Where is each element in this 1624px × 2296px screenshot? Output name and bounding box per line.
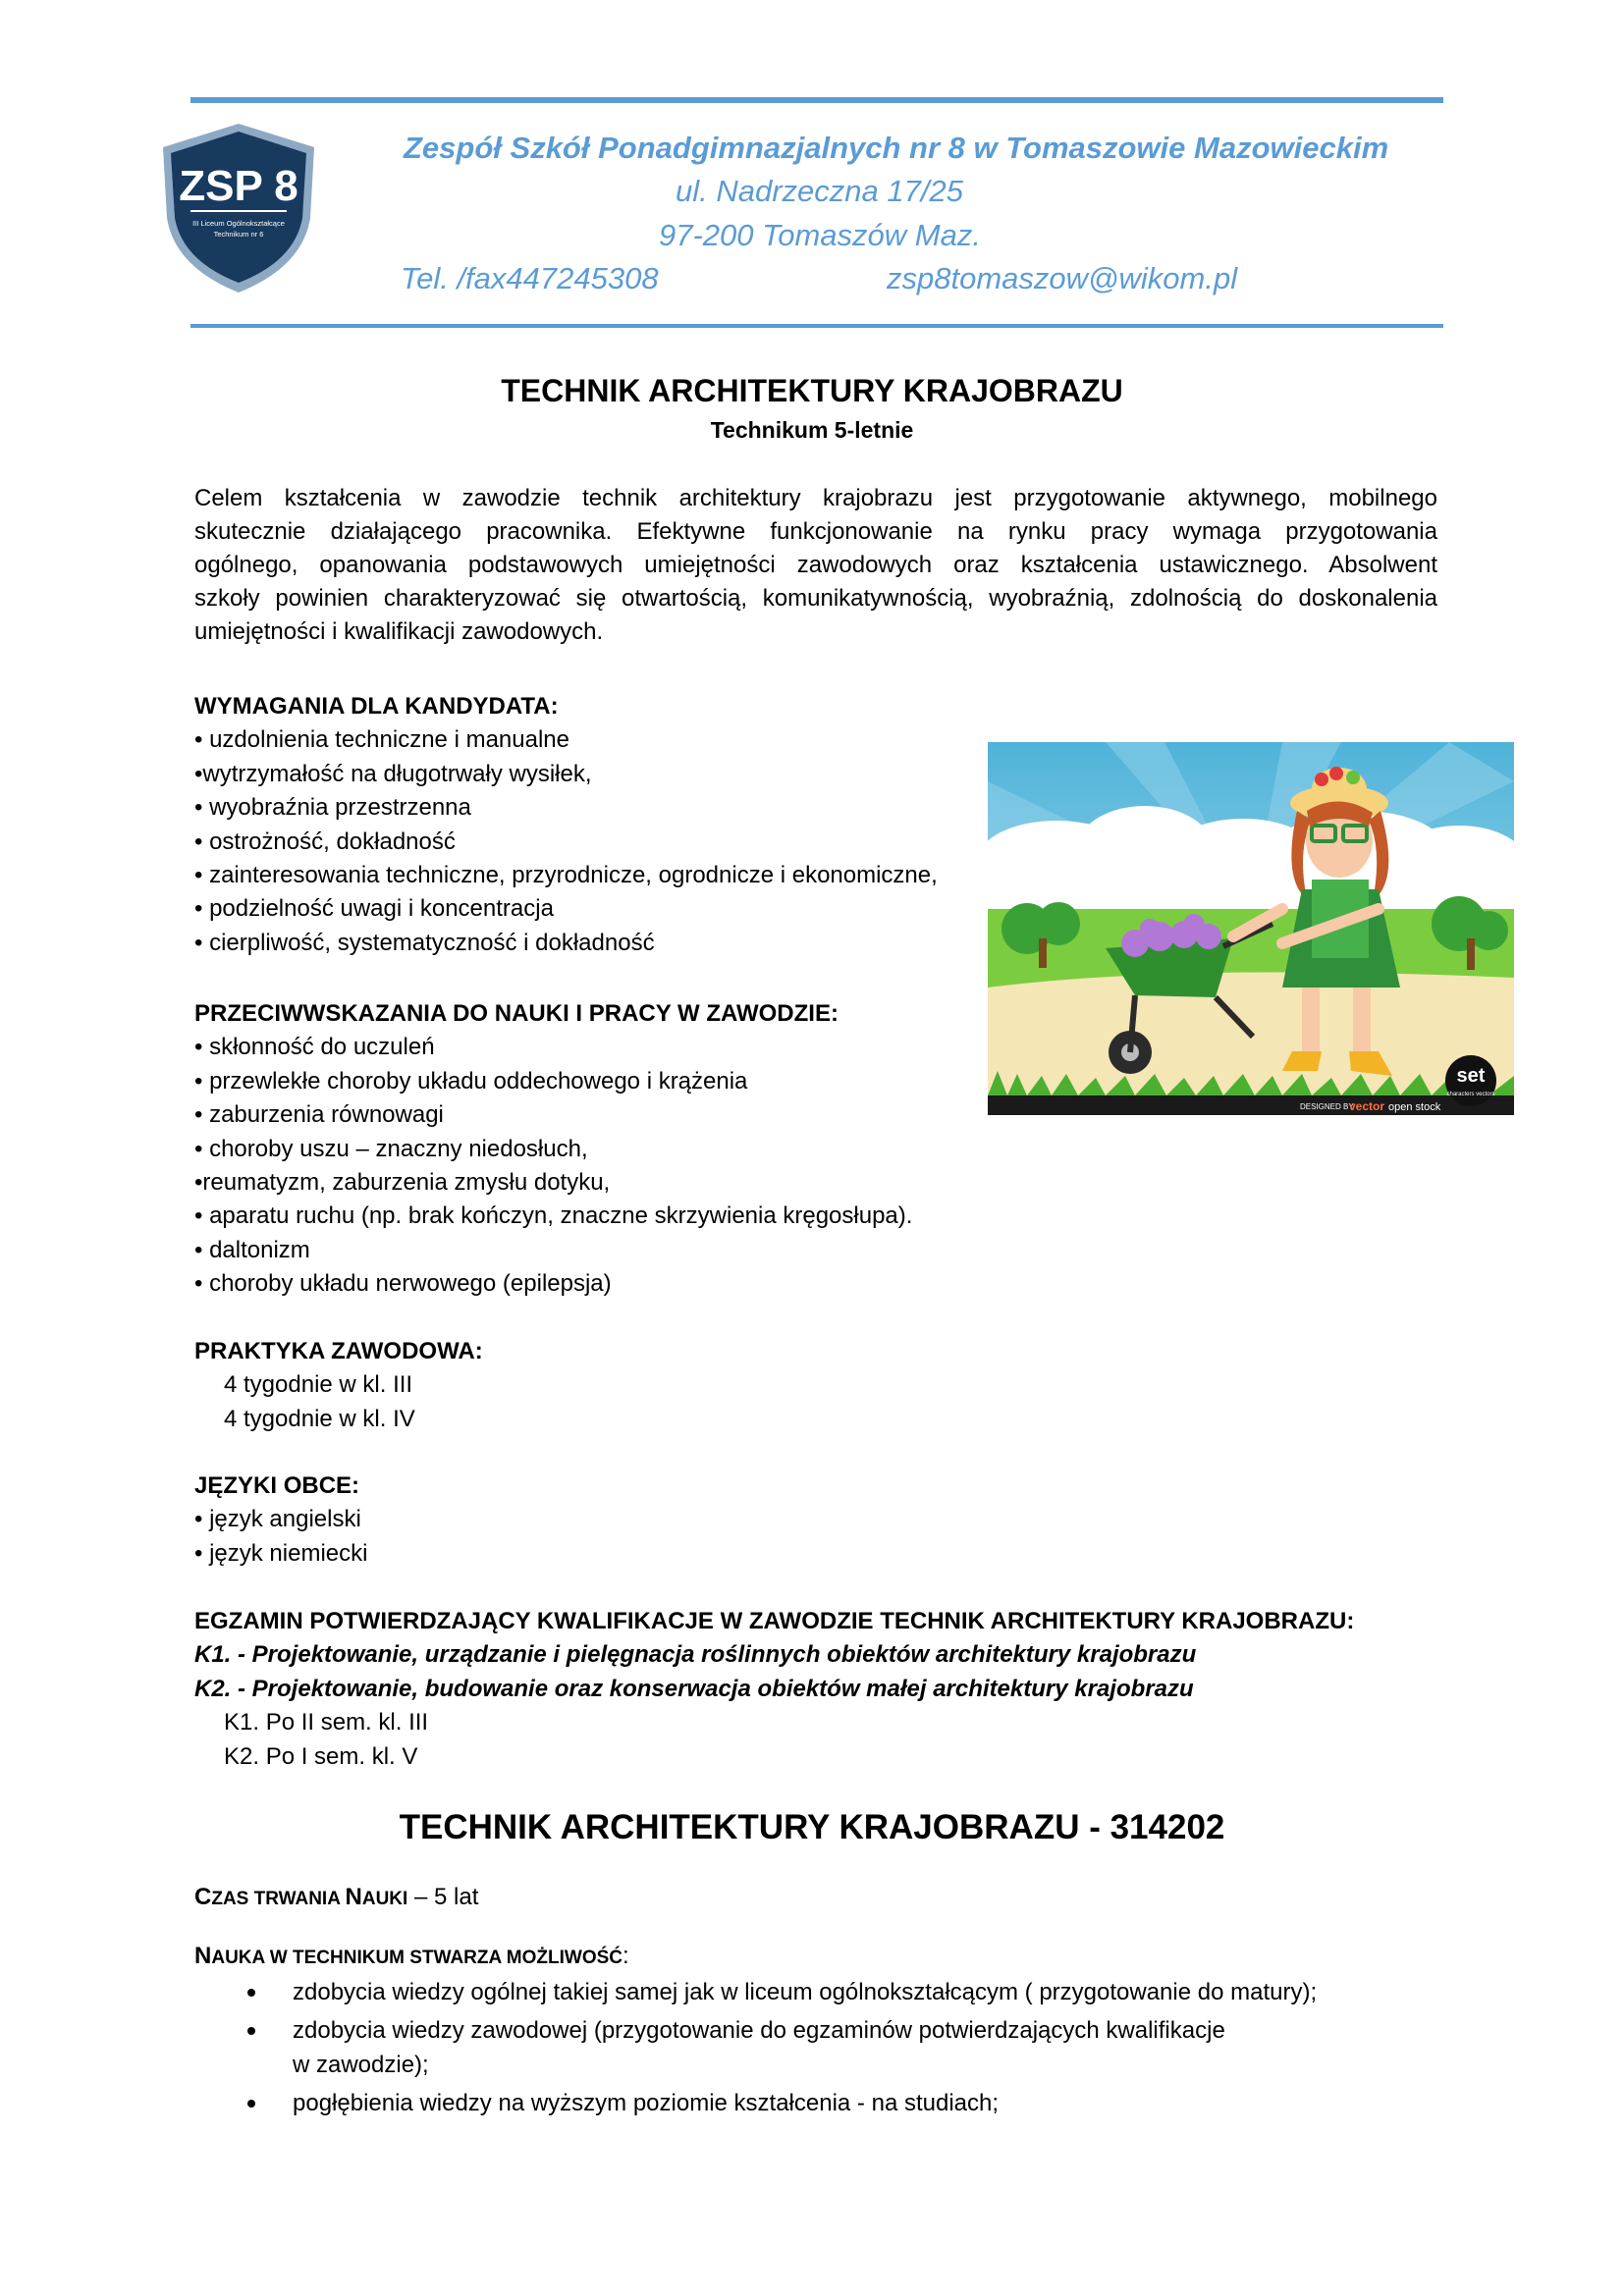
school-street: ul. Nadrzeczna 17/25	[676, 174, 963, 208]
list-item: • uzdolnienia techniczne i manualne	[194, 726, 569, 754]
contraindications-heading: PRZECIWWSKAZANIA DO NAUKI I PRACY W ZAWODZIE:	[194, 1000, 839, 1027]
list-item: zdobycia wiedzy zawodowej (przygotowanie do egzaminów potwierdzających kwalifikacje w zawodzie);	[247, 2013, 1317, 2082]
opportunities-heading: NAUKA W TECHNIKUM STWARZA MOŻLIWOŚĆ:	[194, 1943, 629, 1969]
svg-text:set: set	[1456, 1065, 1486, 1087]
svg-text:characters vectors: characters vectors	[1446, 1092, 1495, 1097]
list-item: •reumatyzm, zaburzenia zmysłu dotyku,	[194, 1168, 611, 1196]
list-item: • choroby uszu – znaczny niedosłuch,	[194, 1135, 588, 1162]
gardener-illustration	[988, 742, 1514, 1115]
school-phone: Tel. /fax447245308	[401, 261, 659, 295]
list-item: • aparatu ruchu (np. brak kończyn, znaczne skrzywienia kręgosłupa).	[194, 1202, 913, 1230]
list-item: • cierpliwość, systematyczność i dokładność	[194, 929, 655, 956]
exam-k2: K2. - Projektowanie, budowanie oraz konserwacja obiektów małej architektury krajobrazu	[194, 1675, 1194, 1702]
list-item: • daltonizm	[194, 1236, 310, 1263]
contraindications-section	[194, 997, 912, 1302]
svg-text:III Liceum Ogólnokształcące: III Liceum Ogólnokształcące	[192, 219, 285, 228]
list-item: • ostrożność, dokładność	[194, 828, 456, 855]
list-item: pogłębienia wiedzy na wyższym poziomie kształcenia - na studiach;	[247, 2086, 1317, 2120]
school-name: Zespół Szkół Ponadgimnazjalnych nr 8 w Tomaszowie Mazowieckim	[404, 131, 1389, 165]
svg-text:vector: vector	[1349, 1099, 1385, 1113]
exam-k1-when: K1. Po II sem. kl. III	[224, 1709, 429, 1736]
list-item: • wyobraźnia przestrzenna	[194, 794, 471, 822]
svg-text:Technikum nr 6: Technikum nr 6	[213, 230, 264, 239]
header-bottom-rule	[190, 324, 1443, 328]
exam-k2-when: K2. Po I sem. kl. V	[224, 1742, 418, 1770]
duration-line: CZAS TRWANIA NAUKI – 5 lat	[194, 1884, 479, 1910]
languages-heading: JĘZYKI OBCE:	[194, 1472, 360, 1499]
school-email[interactable]: zsp8tomaszow@wikom.pl	[887, 261, 1238, 295]
list-item: • podzielność uwagi i koncentracja	[194, 895, 554, 923]
exam-heading: EGZAMIN POTWIERDZAJĄCY KWALIFIKACJE W ZAWODZIE TECHNIK ARCHITEKTURY KRAJOBRAZU:	[194, 1608, 1355, 1634]
list-item: • choroby układu nerwowego (epilepsja)	[194, 1270, 612, 1298]
practice-heading: PRAKTYKA ZAWODOWA:	[194, 1338, 483, 1364]
list-item: • zainteresowania techniczne, przyrodnicze, ogrodnicze i ekonomiczne,	[194, 861, 938, 888]
list-item: • zaburzenia równowagi	[194, 1101, 444, 1129]
list-item: 4 tygodnie w kl. III	[224, 1371, 413, 1399]
header-top-rule	[190, 97, 1443, 103]
list-item: • język niemiecki	[194, 1539, 368, 1567]
languages-section	[194, 1469, 367, 1571]
logo-text: ZSP 8	[179, 162, 298, 210]
opportunities-list	[247, 1975, 1317, 2120]
requirements-heading: WYMAGANIA DLA KANDYDATA:	[194, 693, 559, 720]
exam-section	[194, 1605, 1354, 1774]
requirements-section	[194, 690, 938, 960]
list-item: • przewlekłe choroby układu oddechowego i krążenia	[194, 1067, 748, 1095]
school-logo	[155, 120, 322, 296]
page-subtitle: Technikum 5-letnie	[710, 417, 914, 443]
intro-paragraph: Celem kształcenia w zawodzie technik architektury krajobrazu jest przygotowanie aktywnego, mobilnego skutecznie działającego pracownika. Efektywne funkcjonowanie na rynku pracy wymaga przygotowania ogólnego, opanowania podstawowych umiejętności zawodowych oraz kształcenia ustawicznego. Absolwent szkoły powinien charakteryzować się otwartością, komunikatywnością, wyobraźnią, zdolnością do doskonalenia umiejętności i kwalifikacji zawodowych.	[194, 485, 1437, 645]
list-item: zdobycia wiedzy ogólnej takiej samej jak w liceum ogólnokształcącym ( przygotowanie do matury);	[247, 1975, 1317, 2009]
exam-k1: K1. - Projektowanie, urządzanie i pielęgnacja roślinnych obiektów architektury krajobrazu	[194, 1641, 1197, 1669]
school-city: 97-200 Tomaszów Maz.	[659, 218, 981, 252]
list-item: • skłonność do uczuleń	[194, 1034, 435, 1061]
svg-text:open stock: open stock	[1388, 1101, 1441, 1113]
page-title: TECHNIK ARCHITEKTURY KRAJOBRAZU	[501, 373, 1123, 408]
section2-title: TECHNIK ARCHITEKTURY KRAJOBRAZU - 314202	[399, 1808, 1225, 1846]
svg-text:DESIGNED BY: DESIGNED BY	[1300, 1102, 1354, 1111]
practice-section	[194, 1335, 483, 1436]
list-item: •wytrzymałość na długotrwały wysiłek,	[194, 760, 592, 787]
list-item: 4 tygodnie w kl. IV	[224, 1405, 415, 1432]
list-item: • język angielski	[194, 1506, 361, 1533]
